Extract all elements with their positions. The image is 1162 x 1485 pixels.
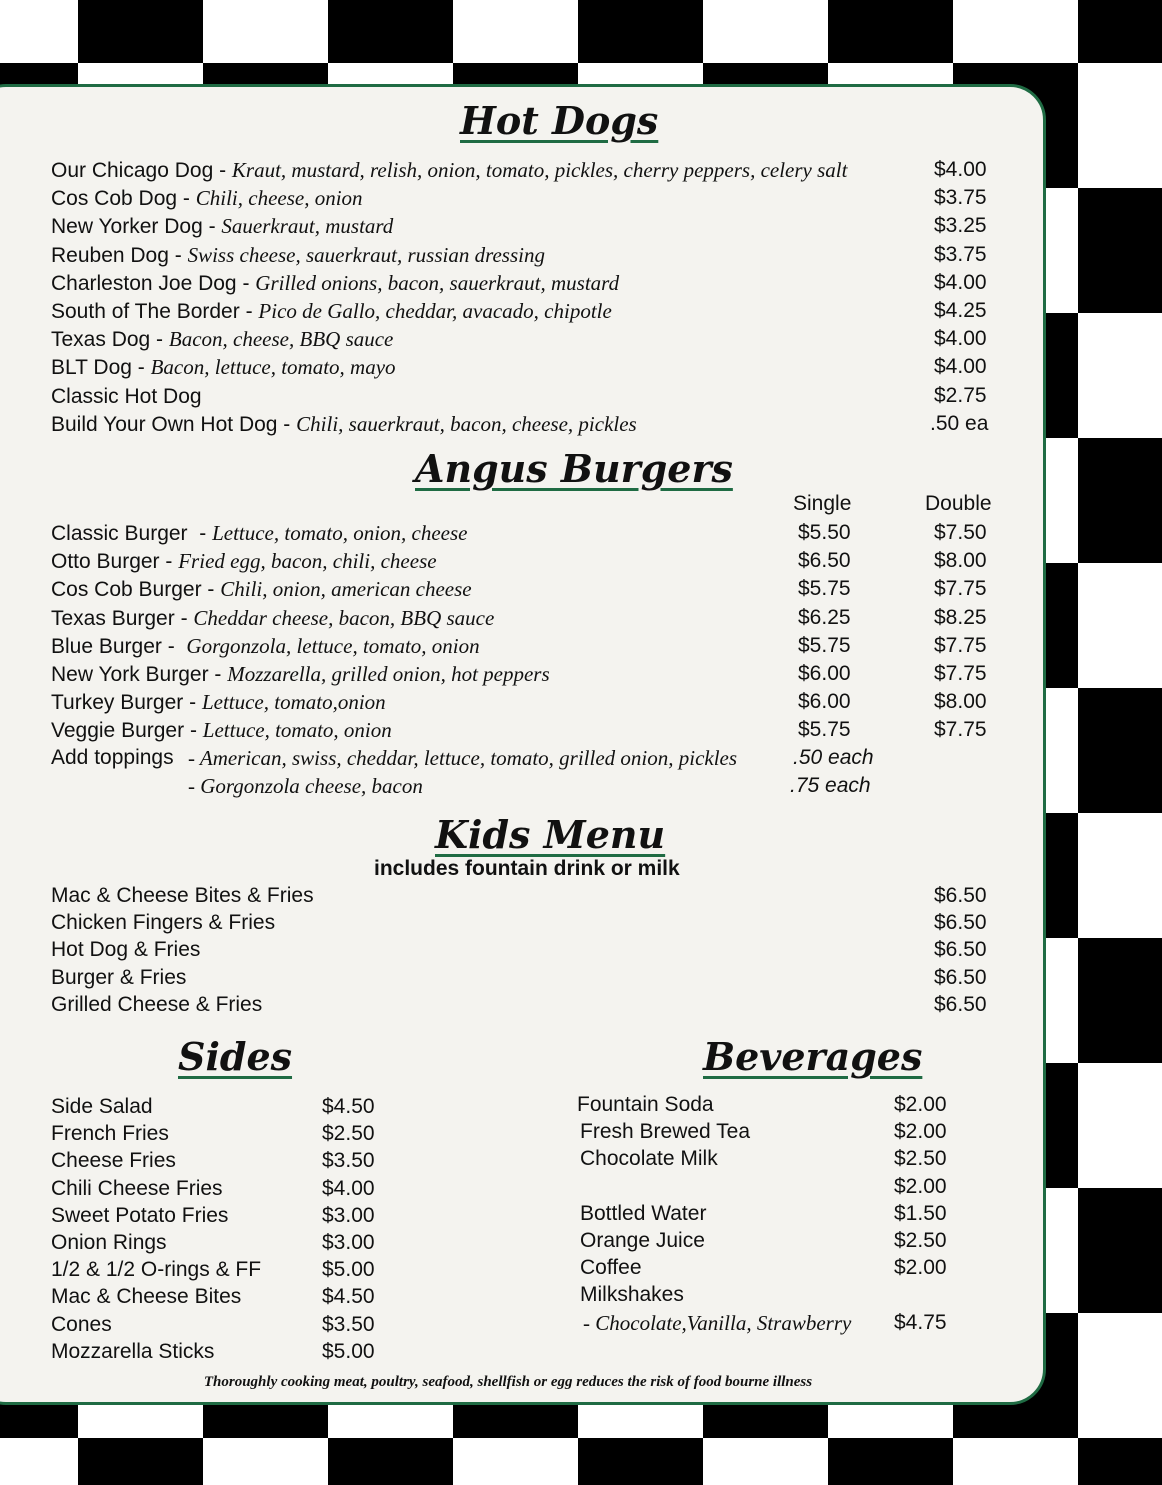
item-name: Charleston Joe Dog [51,271,237,295]
item-price: .50 ea [930,411,989,435]
item-price: $3.25 [934,214,987,238]
item-name: Classic Burger [51,522,194,545]
item-price: $2.50 [894,1147,947,1171]
single-price: $6.00 [798,662,851,685]
menu-item [51,382,202,410]
menu-item [51,325,393,353]
single-price: $6.50 [798,549,851,573]
item-name: Classic Hot Dog [51,384,202,408]
item-name: Texas Dog [51,328,151,352]
item-description: Cheddar cheese, bacon, BBQ sauce [193,605,495,630]
item-price: $4.00 [934,270,987,294]
item-description: Swiss cheese, sauerkraut, russian dressing [187,242,545,267]
item-separator: - [277,412,297,436]
menu-item [51,547,437,575]
item-name: Veggie Burger [51,719,185,743]
item-price: $2.00 [894,1120,947,1144]
item-price: $4.00 [322,1176,375,1200]
item-description: Mozzarella, grilled onion, hot peppers [227,662,550,686]
item-separator: - [236,271,256,295]
double-price: $7.75 [934,577,987,601]
toppings-desc-2: - Gorgonzola cheese, bacon [188,774,423,798]
single-price: $5.50 [798,521,851,544]
menu-item: Mac & Cheese Bites [51,1285,242,1309]
single-column-header: Single [793,492,852,515]
item-name: Otto Burger [51,550,160,574]
single-price: $6.25 [798,605,851,629]
item-price: $1.50 [894,1201,947,1225]
food-safety-notice: Thoroughly cooking meat, poultry, seafood, shellfish or egg reduces the risk of food bourne illness [203,1374,813,1390]
item-price: $4.50 [322,1095,375,1118]
double-price: $8.00 [934,549,987,573]
menu-item [51,297,612,325]
item-separator: - [168,243,188,267]
single-price: $5.75 [798,577,851,601]
item-separator: - [161,634,187,658]
item-separator: - [202,215,222,239]
menu-item [51,241,545,269]
item-price: $4.50 [322,1285,375,1309]
item-name: Our Chicago Dog [51,159,214,182]
menu-item [51,632,480,660]
double-price: $8.25 [934,605,987,629]
hot-dogs-heading: Hot Dogs [460,98,659,143]
menu-item [51,604,494,632]
item-description: Grilled onions, bacon, sauerkraut, mustard [255,270,620,295]
item-price: $3.75 [934,242,987,266]
item-name: New York Burger [51,663,209,686]
toppings-price-1: .50 each [793,746,874,769]
item-description: Gorgonzola, lettuce, tomato, onion [186,633,480,658]
menu-item [51,353,396,381]
menu-item: Chicken Fingers & Fries [51,911,276,935]
item-name: Turkey Burger [51,691,184,715]
menu-item: Onion Rings [51,1231,167,1254]
item-separator: - [150,328,169,352]
menu-item [51,519,468,547]
item-description: Chili, sauerkraut, bacon, cheese, pickles [296,411,637,436]
item-name: Build Your Own Hot Dog [51,412,278,436]
item-price: $2.00 [894,1256,947,1280]
item-separator: - [213,159,232,182]
item-description: Chili, cheese, onion [195,186,363,211]
menu-item [51,688,386,716]
kids-menu-subtitle: includes fountain drink or milk [374,857,680,880]
item-price: $2.00 [894,1174,947,1198]
item-price: $6.50 [934,965,987,989]
menu-item: Chocolate Milk [580,1147,718,1171]
menu-item: Cones [51,1312,112,1336]
single-price: $5.75 [798,633,851,657]
menu-item: Mac & Cheese Bites & Fries [51,884,314,907]
item-price: $2.50 [894,1229,947,1252]
menu-item: Burger & Fries [51,965,187,989]
milkshake-flavors: - Chocolate,Vanilla, Strawberry [583,1311,852,1335]
item-description: Kraut, mustard, relish, onion, tomato, pickles, cherry peppers, celery salt [231,158,848,182]
item-price: $5.00 [322,1339,375,1363]
menu-item: Chili Cheese Fries [51,1176,223,1200]
item-name: Cos Cob Burger [51,578,202,602]
item-name: Blue Burger [51,634,162,658]
menu-item: Fresh Brewed Tea [580,1120,751,1144]
item-name: Cos Cob Dog [51,187,178,211]
item-description: Lettuce, tomato,onion [201,690,386,715]
single-price: $5.75 [798,718,851,742]
item-price: $6.50 [934,938,987,962]
item-price: $3.00 [322,1203,375,1227]
item-separator: - [239,300,259,323]
menu-item [51,184,363,212]
menu-item: Orange Juice [580,1229,705,1252]
item-price: $2.75 [934,383,987,407]
item-description: Bacon, cheese, BBQ sauce [168,327,394,352]
double-column-header: Double [925,492,992,515]
item-price: $2.50 [322,1122,375,1146]
menu-item [51,660,550,688]
menu-item: Hot Dog & Fries [51,938,201,962]
item-separator: - [177,187,196,211]
menu-item: Mozzarella Sticks [51,1339,215,1363]
item-description: Lettuce, tomato, onion [202,718,392,743]
menu-item: Fountain Soda [577,1093,714,1116]
toppings-desc-1: - American, swiss, cheddar, lettuce, tomato, grilled onion, pickles [188,746,738,770]
menu-item: Grilled Cheese & Fries [51,992,263,1016]
item-price: $3.75 [934,186,987,210]
kids-menu-heading: Kids Menu [435,812,666,857]
menu-item: Side Salad [51,1095,153,1118]
item-price: $6.50 [934,992,987,1016]
menu-item: Coffee [580,1256,642,1280]
item-separator: - [208,663,228,686]
double-price: $7.75 [934,718,987,742]
sides-heading: Sides [178,1034,293,1079]
item-name: Reuben Dog [51,243,169,267]
angus-burgers-heading: Angus Burgers [415,446,733,491]
item-separator: - [193,522,213,545]
item-price: $3.00 [322,1231,375,1254]
item-price: $3.50 [322,1149,375,1173]
item-price: $4.00 [934,158,987,181]
item-separator: - [184,719,203,743]
item-separator: - [131,356,151,380]
item-name: Texas Burger [51,606,175,630]
double-price: $7.75 [934,633,987,657]
menu-item: Milkshakes [580,1283,684,1307]
toppings-price-2: .75 each [790,774,871,797]
item-separator: - [159,550,179,574]
menu-item [51,212,393,240]
menu-item [51,156,847,184]
menu-item: Sweet Potato Fries [51,1203,229,1227]
item-description: Bacon, lettuce, tomato, mayo [150,355,396,380]
item-price: $2.00 [894,1093,947,1116]
menu-item [51,269,619,297]
item-name: BLT Dog [51,356,132,380]
item-description: Chili, onion, american cheese [220,577,472,602]
menu-item: 1/2 & 1/2 O-rings & FF [51,1258,262,1282]
item-description: Pico de Gallo, cheddar, avacado, chipotle [258,299,612,323]
item-description: Lettuce, tomato, onion, cheese [212,521,468,545]
item-price: $4.00 [934,355,987,379]
menu-item [51,716,392,744]
double-price: $8.00 [934,690,987,714]
item-description: Sauerkraut, mustard [221,214,394,239]
toppings-label: Add toppings [51,746,174,769]
item-name: South of The Border [51,300,240,323]
item-description: Fried egg, bacon, chili, cheese [178,549,437,574]
single-price: $6.00 [798,690,851,714]
menu-item: French Fries [51,1122,169,1146]
menu-item: Cheese Fries [51,1149,176,1173]
menu-item: Bottled Water [580,1201,707,1225]
item-price: $6.50 [934,911,987,935]
item-price: $5.00 [322,1258,375,1282]
double-price: $7.50 [934,521,987,544]
beverages-heading: Beverages [703,1034,923,1079]
item-price: $3.50 [322,1312,375,1336]
double-price: $7.75 [934,662,987,685]
item-separator: - [183,691,202,715]
item-price: $6.50 [934,884,987,907]
menu-item [51,575,472,603]
milkshake-price: $4.75 [894,1311,947,1334]
item-price: $4.25 [934,299,987,322]
item-name: New Yorker Dog [51,215,203,239]
menu-item [51,410,637,438]
item-price: $4.00 [934,327,987,351]
item-separator: - [201,578,221,602]
item-separator: - [174,606,194,630]
